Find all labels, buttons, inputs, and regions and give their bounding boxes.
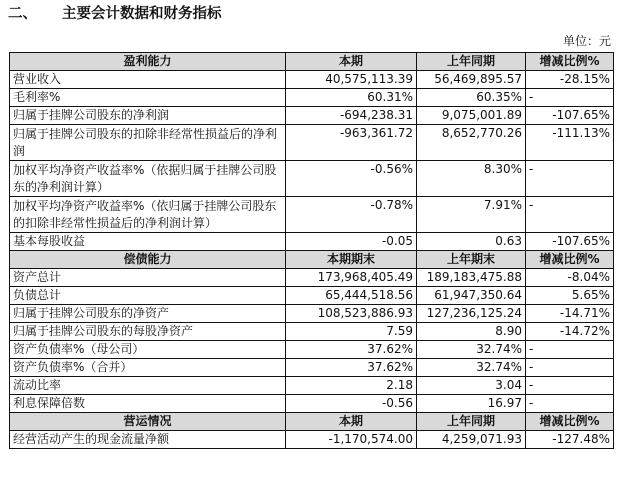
section-heading [8,3,222,25]
table-row [10,233,614,251]
table-header-row [10,53,614,71]
change-value: -14.71% [526,305,614,323]
header-prior: 上年同期 [417,53,526,71]
table-row [10,305,614,323]
current-value: 37.62% [286,341,417,359]
prior-value: 61,947,350.64 [417,287,526,305]
prior-value: 8.90 [417,323,526,341]
table-row [10,287,614,305]
current-value: -0.56 [286,395,417,413]
current-value: -1,170,574.00 [286,431,417,449]
change-value: - [526,341,614,359]
header-current: 本期期末 [286,251,417,269]
change-value: -14.72% [526,323,614,341]
row-label: 负债总计 [10,287,286,305]
current-value: -0.05 [286,233,417,251]
prior-value: 8.30% [417,161,526,197]
row-label: 加权平均净资产收益率%（依据归属于挂牌公司股东的净利润计算） [10,161,286,197]
table-row [10,395,614,413]
section-title: 主要会计数据和财务指标 [62,6,222,22]
header-change: 增减比例% [526,251,614,269]
current-value: 7.59 [286,323,417,341]
current-value: 2.18 [286,377,417,395]
header-current: 本期 [286,413,417,431]
change-value: -8.04% [526,269,614,287]
table-row [10,107,614,125]
prior-value: 32.74% [417,341,526,359]
current-value: 37.62% [286,359,417,377]
change-value: -127.48% [526,431,614,449]
table-header-row [10,251,614,269]
prior-value: 3.04 [417,377,526,395]
row-label: 归属于挂牌公司股东的净利润 [10,107,286,125]
change-value: 5.65% [526,287,614,305]
row-label: 资产负债率%（合并） [10,359,286,377]
current-value: 60.31% [286,89,417,107]
header-category: 盈利能力 [10,53,286,71]
current-value: -0.56% [286,161,417,197]
table-row [10,323,614,341]
section-number: 二、 [8,6,37,22]
current-value: 65,444,518.56 [286,287,417,305]
prior-value: 0.63 [417,233,526,251]
change-value: - [526,89,614,107]
row-label: 资产总计 [10,269,286,287]
prior-value: 60.35% [417,89,526,107]
prior-value: 16.97 [417,395,526,413]
header-category: 偿债能力 [10,251,286,269]
header-current: 本期 [286,53,417,71]
current-value: 40,575,113.39 [286,71,417,89]
row-label: 归属于挂牌公司股东的扣除非经常性损益后的净利润 [10,125,286,161]
change-value: -111.13% [526,125,614,161]
change-value: -107.65% [526,233,614,251]
change-value: -28.15% [526,71,614,89]
header-prior: 上年同期 [417,413,526,431]
prior-value: 56,469,895.57 [417,71,526,89]
prior-value: 189,183,475.88 [417,269,526,287]
table-row [10,71,614,89]
row-label: 流动比率 [10,377,286,395]
current-value: -963,361.72 [286,125,417,161]
current-value: 173,968,405.49 [286,269,417,287]
row-label: 基本每股收益 [10,233,286,251]
change-value: - [526,161,614,197]
table-row [10,125,614,161]
header-change: 增减比例% [526,53,614,71]
row-label: 毛利率% [10,89,286,107]
prior-value: 4,259,071.93 [417,431,526,449]
prior-value: 7.91% [417,197,526,233]
row-label: 营业收入 [10,71,286,89]
row-label: 资产负债率%（母公司） [10,341,286,359]
change-value: - [526,377,614,395]
row-label: 利息保障倍数 [10,395,286,413]
current-value: 108,523,886.93 [286,305,417,323]
prior-value: 32.74% [417,359,526,377]
prior-value: 8,652,770.26 [417,125,526,161]
financial-indicators-table [9,52,614,449]
header-change: 增减比例% [526,413,614,431]
prior-value: 127,236,125.24 [417,305,526,323]
header-prior: 上年期末 [417,251,526,269]
row-label: 归属于挂牌公司股东的净资产 [10,305,286,323]
row-label: 经营活动产生的现金流量净额 [10,431,286,449]
table-row [10,377,614,395]
table-row [10,197,614,233]
change-value: -107.65% [526,107,614,125]
row-label: 加权平均净资产收益率%（依归属于挂牌公司股东的扣除非经常性损益后的净利润计算） [10,197,286,233]
table-row [10,359,614,377]
change-value: - [526,359,614,377]
current-value: -0.78% [286,197,417,233]
change-value: - [526,197,614,233]
table-row [10,89,614,107]
row-label: 归属于挂牌公司股东的每股净资产 [10,323,286,341]
table-row [10,161,614,197]
unit-label: 单位：元 [562,34,611,48]
change-value: - [526,395,614,413]
table-row [10,341,614,359]
table-row [10,431,614,449]
header-category: 营运情况 [10,413,286,431]
table-row [10,269,614,287]
prior-value: 9,075,001.89 [417,107,526,125]
current-value: -694,238.31 [286,107,417,125]
table-header-row [10,413,614,431]
